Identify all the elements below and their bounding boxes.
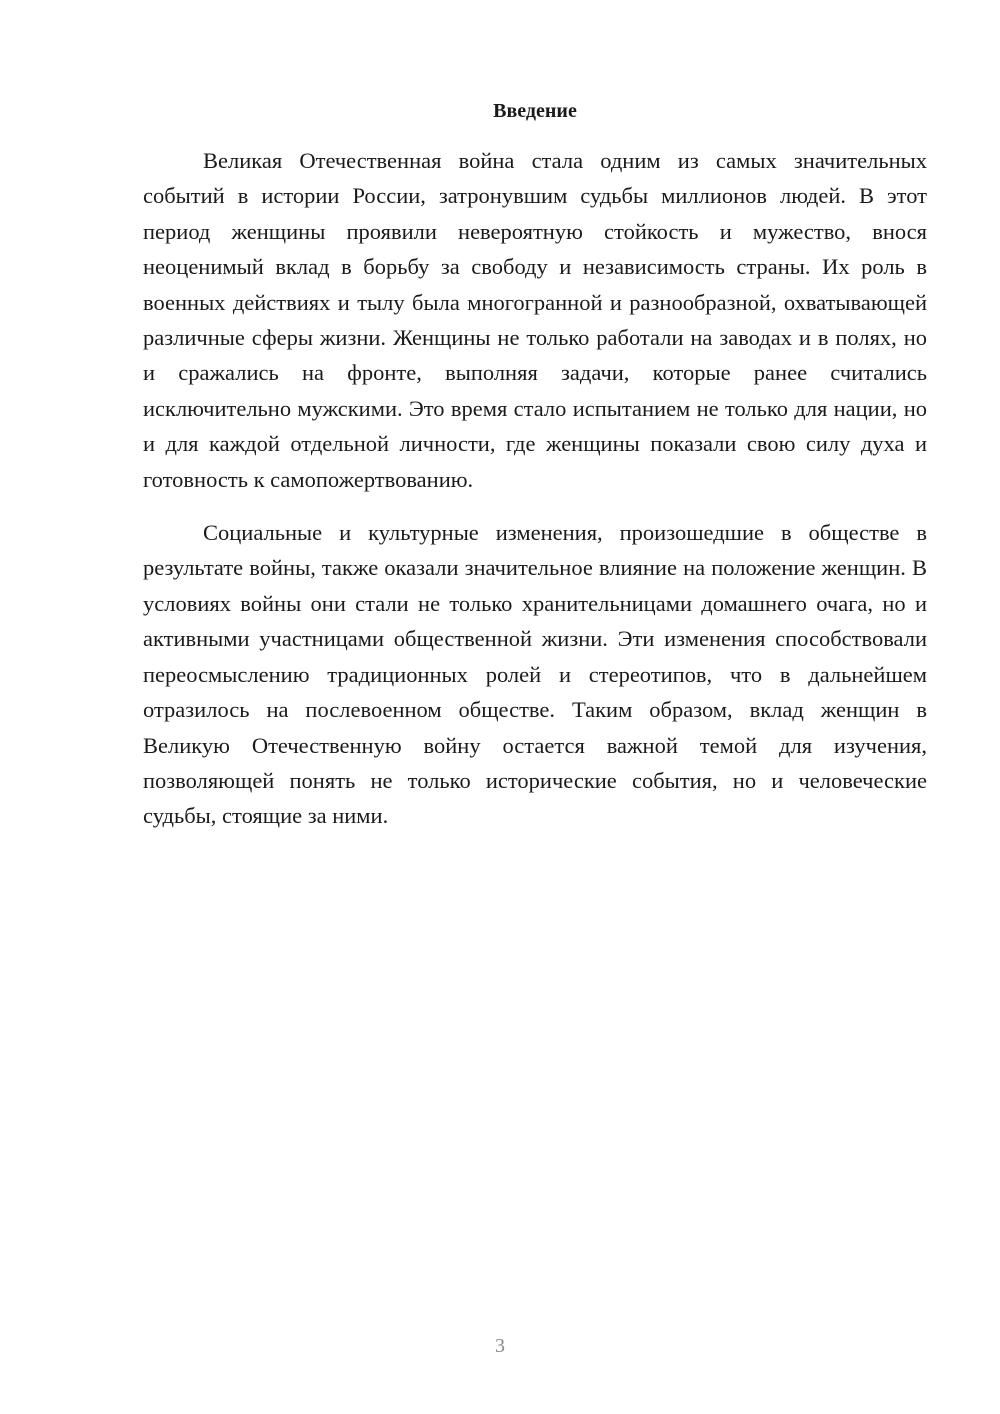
- paragraph-1: Великая Отечественная война стала одним из самых значительных событий в истории России, затронувшим судьбы миллионов людей. В этот период женщины проявили невероятную стойкость и мужество, внося неоценимый вклад в борьбу за свободу и независимость страны. Их роль в военных действиях и тылу была многогранной и разнообразной, охватывающей различные сферы жизни. Женщины не только работали на заводах и в полях, но и сражались на фронте, выполняя задачи, которые ранее считались исключительно мужскими. Это время стало испытанием не только для нации, но и для каждой отдельной личности, где женщины показали свою силу духа и готовность к самопожертвованию.: [143, 148, 927, 492]
- section-heading: Введение: [493, 100, 577, 122]
- body-text: [143, 143, 927, 834]
- paragraph-2: Социальные и культурные изменения, произошедшие в обществе в результате войны, также оказали значительное влияние на положение женщин. В условиях войны они стали не только хранительницами домашнего очага, но и активными участницами общественной жизни. Эти изменения способствовали переосмыслению традиционных ролей и стереотипов, что в дальнейшем отразилось на послевоенном обществе. Таким образом, вклад женщин в Великую Отечественную войну остается важной темой для изучения, позволяющей понять не только исторические события, но и человеческие судьбы, стоящие за ними.: [143, 520, 927, 829]
- page-number: 3: [495, 1335, 505, 1357]
